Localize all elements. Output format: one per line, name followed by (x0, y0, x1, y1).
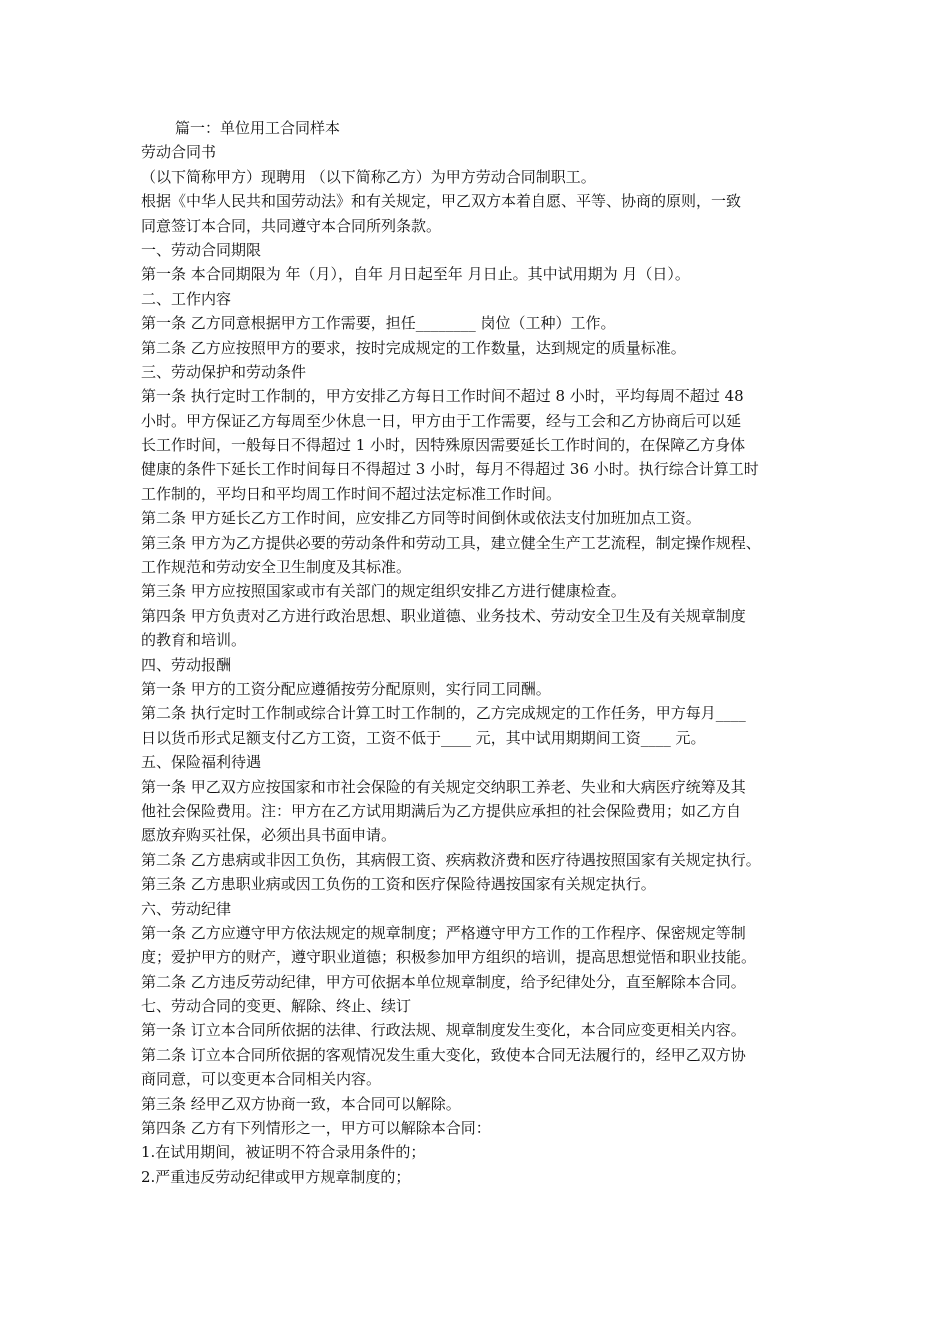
section-heading: 七、劳动合同的变更、解除、终止、续订 (141, 997, 412, 1016)
text-line: 第一条 甲乙双方应按国家和市社会保险的有关规定交纳职工养老、失业和大病医疗统筹及其 (141, 777, 746, 796)
document-heading: 篇一：单位用工合同样本 (175, 119, 341, 137)
text-line: 第一条 订立本合同所依据的法律、行政法规、规章制度发生变化，本合同应变更相关内容。 (141, 1021, 746, 1040)
text-line: 第二条 执行定时工作制或综合计算工时工作制的，乙方完成规定的工作任务，甲方每月____ (141, 704, 746, 723)
list-item: 2.严重违反劳动纪律或甲方规章制度的； (141, 1167, 411, 1186)
section-heading: 三、劳动保护和劳动条件 (141, 362, 307, 381)
text-line: 根据《中华人民共和国劳动法》和有关规定，甲乙双方本着自愿、平等、协商的原则，一致 (141, 192, 742, 211)
document-page (141, 116, 813, 1189)
section-heading: 六、劳动纪律 (141, 899, 232, 918)
section-heading: 一、劳动合同期限 (141, 240, 262, 259)
text-line: 工作制的，平均日和平均周工作时间不超过法定标准工作时间。 (141, 484, 562, 503)
text-line: 他社会保险费用。注：甲方在乙方试用期满后为乙方提供应承担的社会保险费用；如乙方自 (141, 801, 742, 820)
text-line: 日以货币形式足额支付乙方工资，工资不低于____ 元，其中试用期期间工资____ 元。 (141, 728, 706, 747)
text-line: 健康的条件下延长工作时间每日不得超过 3 小时，每月不得超过 36 小时。执行综合计算工时 (141, 460, 759, 479)
section-heading: 二、工作内容 (141, 289, 232, 308)
text-line: 愿放弃购买社保，必须出具书面申请。 (141, 826, 397, 845)
text-line: 第一条 甲方的工资分配应遵循按劳分配原则，实行同工同酬。 (141, 679, 551, 698)
text-line: 第三条 乙方患职业病或因工负伤的工资和医疗保险待遇按国家有关规定执行。 (141, 875, 656, 894)
text-line: 小时。甲方保证乙方每周至少休息一日，甲方由于工作需要，经与工会和乙方协商后可以延 (141, 411, 742, 430)
text-line: 第三条 经甲乙双方协商一致，本合同可以解除。 (141, 1094, 461, 1113)
text-line: 第二条 乙方患病或非因工负伤，其病假工资、疾病救济费和医疗待遇按照国家有关规定执行。 (141, 850, 761, 869)
text-line: 同意签订本合同，共同遵守本合同所列条款。 (141, 216, 442, 235)
text-line: 商同意，可以变更本合同相关内容。 (141, 1070, 382, 1089)
text-line: 第一条 本合同期限为 年（月），自年 月日起至年 月日止。其中试用期为 月（日）。 (141, 265, 690, 284)
text-line: 第二条 订立本合同所依据的客观情况发生重大变化，致使本合同无法履行的，经甲乙双方协 (141, 1045, 746, 1064)
text-line: 第三条 甲方应按照国家或市有关部门的规定组织安排乙方进行健康检查。 (141, 582, 626, 601)
section-heading: 五、保险福利待遇 (141, 753, 262, 772)
text-line: 的教育和培训。 (141, 631, 247, 650)
text-line: 第三条 甲方为乙方提供必要的劳动条件和劳动工具，建立健全生产工艺流程，制定操作规程、 (141, 533, 761, 552)
text-line: 度；爱护甲方的财产，遵守职业道德；积极参加甲方组织的培训，提高思想觉悟和职业技能。 (141, 948, 757, 967)
text-line: 第一条 乙方应遵守甲方依法规定的规章制度；严格遵守甲方工作的工作程序、保密规定等制 (141, 923, 746, 942)
text-line: 工作规范和劳动安全卫生制度及其标准。 (141, 558, 412, 577)
text-line: 第四条 甲方负责对乙方进行政治思想、职业道德、业务技术、劳动安全卫生及有关规章制度 (141, 606, 746, 625)
text-line: 第一条 执行定时工作制的，甲方安排乙方每日工作时间不超过 8 小时，平均每周不超过 48 (141, 387, 744, 406)
section-heading: 四、劳动报酬 (141, 655, 232, 674)
contract-title: 劳动合同书 (141, 143, 217, 162)
text-line: 第二条 乙方违反劳动纪律，甲方可依据本单位规章制度，给予纪律处分，直至解除本合同。 (141, 972, 746, 991)
text-line: 第二条 乙方应按照甲方的要求，按时完成规定的工作数量，达到规定的质量标准。 (141, 338, 686, 357)
list-item: 1.在试用期间，被证明不符合录用条件的； (141, 1143, 426, 1162)
text-line: 长工作时间，一般每日不得超过 1 小时，因特殊原因需要延长工作时间的，在保障乙方身体 (141, 436, 746, 455)
text-line: 第一条 乙方同意根据甲方工作需要，担任________ 岗位（工种）工作。 (141, 314, 616, 333)
text-line: 第四条 乙方有下列情形之一，甲方可以解除本合同： (141, 1119, 491, 1138)
text-line: （以下简称甲方）现聘用 （以下简称乙方）为甲方劳动合同制职工。 (141, 167, 596, 186)
text-line: 第二条 甲方延长乙方工作时间，应安排乙方同等时间倒休或依法支付加班加点工资。 (141, 509, 701, 528)
